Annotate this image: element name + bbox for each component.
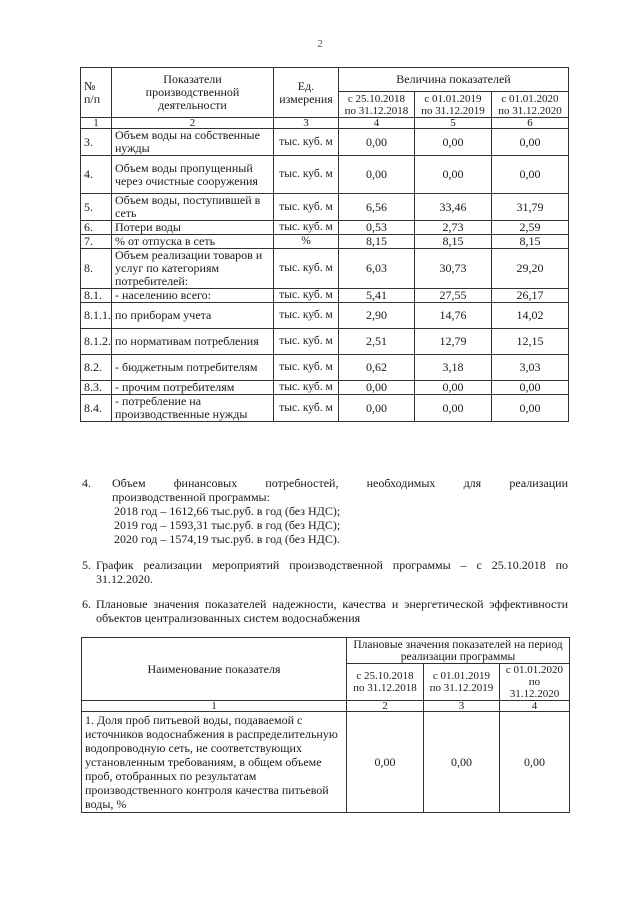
production-indicators-table bbox=[80, 67, 569, 422]
value-2018: 0,00 bbox=[339, 395, 415, 422]
value-2020: 0,00 bbox=[492, 381, 569, 395]
header-indicator: Показатели производственной деятельности bbox=[112, 68, 274, 118]
indicator-name: по нормативам потребления bbox=[112, 329, 274, 355]
header-planned-values: Плановые значения показателей на период реализации программы bbox=[347, 638, 570, 664]
unit: тыс. куб. м bbox=[274, 329, 339, 355]
unit: тыс. куб. м bbox=[274, 156, 339, 194]
header-period-2020: с 01.01.2020 по 31.12.2020 bbox=[492, 92, 569, 118]
value-2020: 8,15 bbox=[492, 235, 569, 249]
col-index: 1 bbox=[81, 118, 112, 129]
header-unit: Ед. измерения bbox=[274, 68, 339, 118]
indicator-name: Потери воды bbox=[112, 221, 274, 235]
indicator-name: - потребление на производственные нужды bbox=[112, 395, 274, 422]
value-2020: 12,15 bbox=[492, 329, 569, 355]
value-2020: 29,20 bbox=[492, 249, 569, 289]
row-number: 8.1. bbox=[81, 289, 112, 303]
col-index: 2 bbox=[112, 118, 274, 129]
header-period-2018: с 25.10.2018 по 31.12.2018 bbox=[339, 92, 415, 118]
year-2020-amount: 2020 год – 1574,19 тыс.руб. в год (без НДС). bbox=[114, 532, 340, 546]
unit: тыс. куб. м bbox=[274, 194, 339, 221]
unit: тыс. куб. м bbox=[274, 249, 339, 289]
column-index-row bbox=[82, 701, 570, 712]
row-number: 8.4. bbox=[81, 395, 112, 422]
section-6-text: Плановые значения показателей надежности, качества и энергетической эффективности объектов централизованных систем водоснабжения bbox=[96, 597, 568, 625]
table-row bbox=[82, 712, 570, 813]
value-2019: 0,00 bbox=[415, 381, 492, 395]
col-index: 4 bbox=[500, 701, 570, 712]
col-index: 3 bbox=[274, 118, 339, 129]
value-2019: 27,55 bbox=[415, 289, 492, 303]
row-number: 6. bbox=[81, 221, 112, 235]
col-index: 2 bbox=[347, 701, 424, 712]
value-2019: 2,73 bbox=[415, 221, 492, 235]
table-row bbox=[81, 221, 569, 235]
section-5-text: График реализации мероприятий производственной программы – с 25.10.2018 по 31.12.2020. bbox=[96, 558, 568, 586]
unit: тыс. куб. м bbox=[274, 221, 339, 235]
value-2018: 2,90 bbox=[339, 303, 415, 329]
value-2019: 14,76 bbox=[415, 303, 492, 329]
table-row bbox=[81, 156, 569, 194]
section-5-schedule bbox=[82, 558, 568, 586]
page-number: 2 bbox=[317, 38, 323, 50]
value-2019: 0,00 bbox=[415, 156, 492, 194]
col-index: 3 bbox=[424, 701, 500, 712]
unit: % bbox=[274, 235, 339, 249]
row-number: 3. bbox=[81, 129, 112, 156]
table-row bbox=[81, 289, 569, 303]
table-row bbox=[81, 329, 569, 355]
value-2020: 0,00 bbox=[492, 156, 569, 194]
value-2018: 8,15 bbox=[339, 235, 415, 249]
value-2020: 31,79 bbox=[492, 194, 569, 221]
value-2019: 0,00 bbox=[415, 395, 492, 422]
table-row bbox=[81, 249, 569, 289]
col-index: 6 bbox=[492, 118, 569, 129]
value-2020: 0,00 bbox=[492, 129, 569, 156]
indicator-name: - населению всего: bbox=[112, 289, 274, 303]
value-2018: 0,00 bbox=[339, 129, 415, 156]
table-row bbox=[81, 194, 569, 221]
reliability-indicators-table bbox=[81, 637, 570, 813]
header-period-2019: с 01.01.2019 по 31.12.2019 bbox=[424, 664, 500, 701]
table-row bbox=[81, 129, 569, 156]
value-2018: 6,03 bbox=[339, 249, 415, 289]
section-4-heading: Объем финансовых потребностей, необходимых для реализации bbox=[112, 476, 568, 490]
header-num: № п/п bbox=[81, 68, 112, 118]
value-2018: 2,51 bbox=[339, 329, 415, 355]
unit: тыс. куб. м bbox=[274, 289, 339, 303]
row-number: 7. bbox=[81, 235, 112, 249]
header-period-2019: с 01.01.2019 по 31.12.2019 bbox=[415, 92, 492, 118]
header-values-group: Величина показателей bbox=[339, 68, 569, 92]
value-2019: 0,00 bbox=[415, 129, 492, 156]
indicator-name: Объем воды пропущенный через очистные сооружения bbox=[112, 156, 274, 194]
value-2018: 0,00 bbox=[339, 156, 415, 194]
section-number: 5. bbox=[82, 558, 91, 572]
section-6-reliability bbox=[82, 597, 568, 625]
value-2020: 2,59 bbox=[492, 221, 569, 235]
value-2018: 0,00 bbox=[347, 712, 424, 813]
unit: тыс. куб. м bbox=[274, 355, 339, 381]
value-2018: 0,62 bbox=[339, 355, 415, 381]
indicator-name: по приборам учета bbox=[112, 303, 274, 329]
indicator-name: Объем реализации товаров и услуг по категориям потребителей: bbox=[112, 249, 274, 289]
row-number: 8.2. bbox=[81, 355, 112, 381]
row-number: 8.3. bbox=[81, 381, 112, 395]
col-index: 1 bbox=[82, 701, 347, 712]
value-2020: 0,00 bbox=[492, 395, 569, 422]
value-2019: 12,79 bbox=[415, 329, 492, 355]
header-indicator-name: Наименование показателя bbox=[82, 638, 347, 701]
header-period-2018: с 25.10.2018 по 31.12.2018 bbox=[347, 664, 424, 701]
value-2019: 0,00 bbox=[424, 712, 500, 813]
column-index-row bbox=[81, 118, 569, 129]
unit: тыс. куб. м bbox=[274, 395, 339, 422]
col-index: 4 bbox=[339, 118, 415, 129]
row-number: 4. bbox=[81, 156, 112, 194]
table-row bbox=[81, 235, 569, 249]
section-number: 4. bbox=[82, 476, 91, 490]
unit: тыс. куб. м bbox=[274, 303, 339, 329]
table-row bbox=[81, 355, 569, 381]
section-4-heading-cont: производственной программы: bbox=[112, 490, 270, 504]
row-number: 8.1.2. bbox=[81, 329, 112, 355]
row-number: 5. bbox=[81, 194, 112, 221]
year-2018-amount: 2018 год – 1612,66 тыс.руб. в год (без НДС); bbox=[114, 504, 341, 518]
value-2018: 0,00 bbox=[339, 381, 415, 395]
col-index: 5 bbox=[415, 118, 492, 129]
value-2019: 3,18 bbox=[415, 355, 492, 381]
year-2019-amount: 2019 год – 1593,31 тыс.руб. в год (без НДС); bbox=[114, 518, 341, 532]
value-2018: 6,56 bbox=[339, 194, 415, 221]
indicator-name: Объем воды, поступившей в сеть bbox=[112, 194, 274, 221]
section-4-financial-needs bbox=[82, 476, 568, 546]
table-row bbox=[81, 395, 569, 422]
value-2018: 0,53 bbox=[339, 221, 415, 235]
indicator-name: - прочим потребителям bbox=[112, 381, 274, 395]
row-number: 8. bbox=[81, 249, 112, 289]
unit: тыс. куб. м bbox=[274, 381, 339, 395]
indicator-name: - бюджетным потребителям bbox=[112, 355, 274, 381]
indicator-name: % от отпуска в сеть bbox=[112, 235, 274, 249]
value-2018: 5,41 bbox=[339, 289, 415, 303]
value-2019: 8,15 bbox=[415, 235, 492, 249]
value-2019: 30,73 bbox=[415, 249, 492, 289]
indicator-name: Объем воды на собственные нужды bbox=[112, 129, 274, 156]
value-2019: 33,46 bbox=[415, 194, 492, 221]
value-2020: 26,17 bbox=[492, 289, 569, 303]
section-number: 6. bbox=[82, 597, 91, 611]
value-2020: 0,00 bbox=[500, 712, 570, 813]
table-row bbox=[81, 303, 569, 329]
header-period-2020: с 01.01.2020 по 31.12.2020 bbox=[500, 664, 570, 701]
value-2020: 14,02 bbox=[492, 303, 569, 329]
value-2020: 3,03 bbox=[492, 355, 569, 381]
table-row bbox=[81, 381, 569, 395]
unit: тыс. куб. м bbox=[274, 129, 339, 156]
row-number: 8.1.1. bbox=[81, 303, 112, 329]
indicator-name: 1. Доля проб питьевой воды, подаваемой с источников водоснабжения в распределительную водопроводную сеть, не соответствующих установленным требованиям, в общем объеме проб, отобранных по результатам производственного контроля качества питьевой воды, % bbox=[82, 712, 347, 813]
